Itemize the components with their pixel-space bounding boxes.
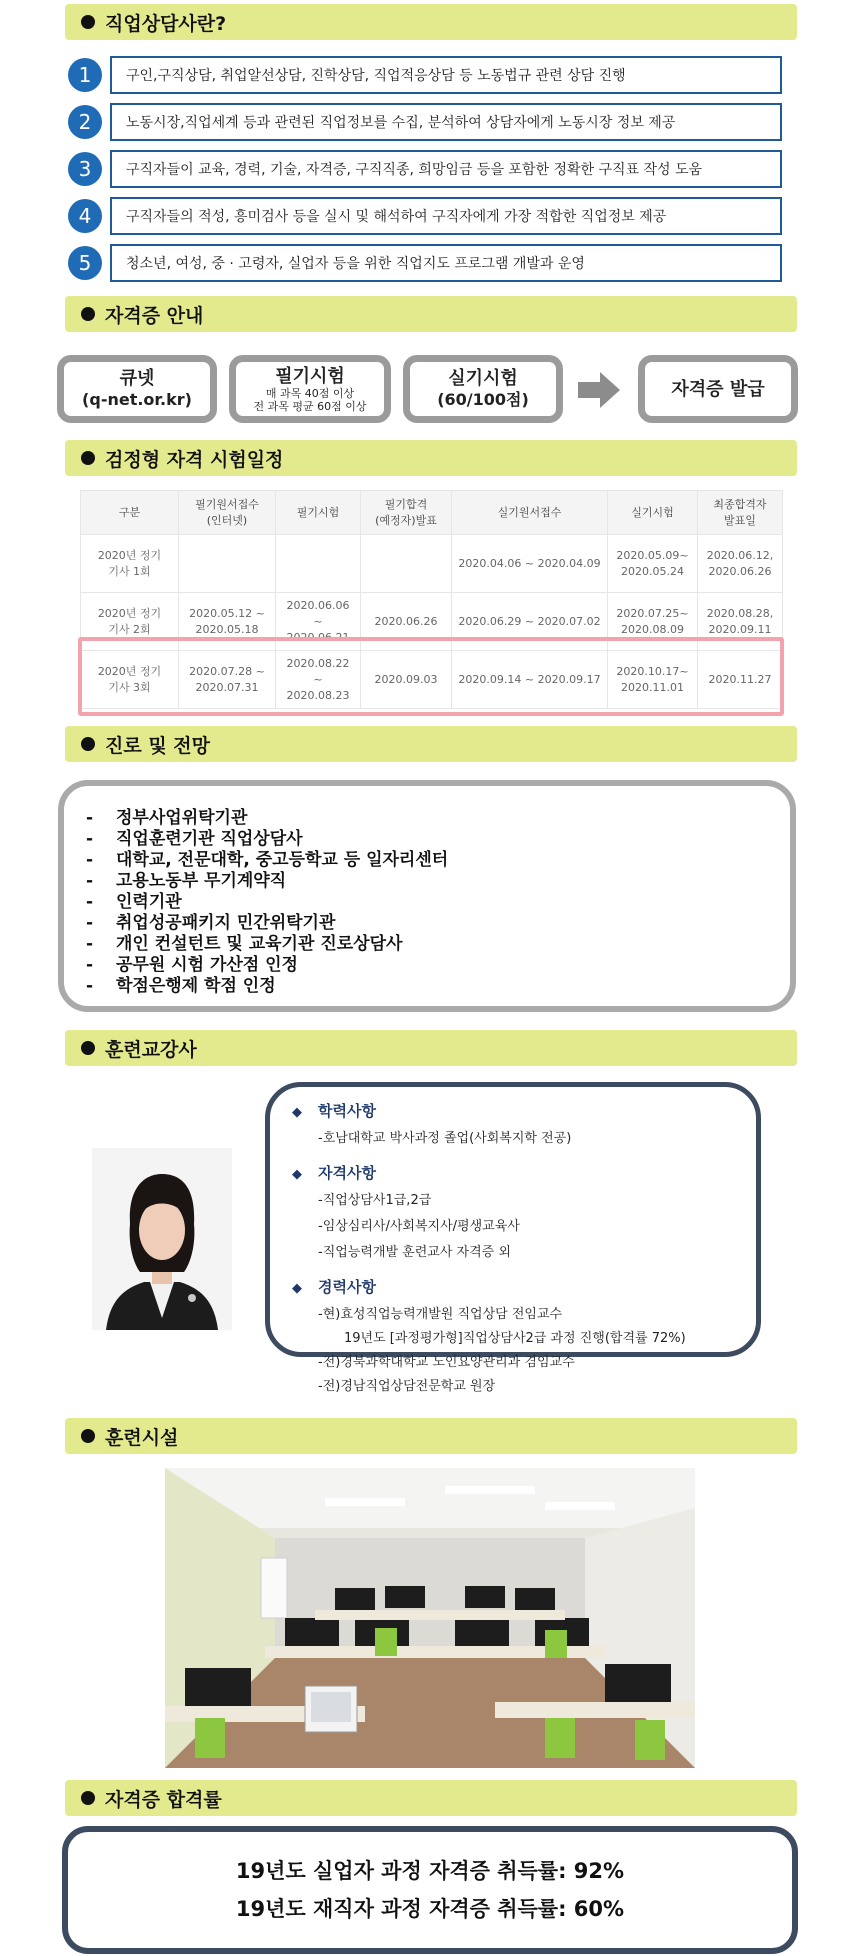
dash-bullet: - [86,850,94,870]
table-cell [276,535,361,593]
cert-step-practical [403,355,563,423]
career-text: 대학교, 전문대학, 중고등학교 등 일자리센터 [116,850,449,870]
table-cell: 2020.11.27 [698,651,783,709]
list-item [86,976,790,997]
pass-rate-line: 19년도 재직자 과정 자격증 취득률: 60% [235,1897,625,1921]
right-arrow-icon [578,370,620,410]
profile-category [292,1163,756,1185]
career-text: 직업훈련기관 직업상담사 [116,829,303,849]
dash-bullet: - [86,934,94,954]
cert-step-title: 자격증 발급 [671,378,765,400]
cert-step-title: 실기시험 [448,368,518,389]
section-header-counselor [65,4,797,40]
table-cell: 2020.08.22 ~ 2020.08.23 [276,651,361,709]
section-title: 훈련시설 [105,1426,179,1449]
table-cell: 2020년 정기 기사 3회 [81,651,179,709]
diamond-icon: ◆ [292,1281,302,1296]
profile-category [292,1277,756,1299]
pass-rate-box [62,1826,798,1954]
duty-text: 구인,구직상담, 취업알선상담, 진학상담, 직업적응상담 등 노동법규 관련 상담 진행 [110,56,782,94]
instructor-photo [92,1148,232,1330]
table-cell: 2020.06.06 ~ 2020.06.21 [276,593,361,651]
career-text: 정부사업위탁기관 [116,808,248,828]
pass-rate-line: 19년도 실업자 과정 자격증 취득률: 92% [235,1859,625,1883]
column-header: 실기원서접수 [452,491,608,535]
number-badge: 2 [68,105,102,139]
list-item [86,913,790,934]
table-cell: 2020.05.12 ~ 2020.05.18 [179,593,276,651]
cert-step-qnet [57,355,217,423]
table-cell: 2020.07.25~ 2020.08.09 [608,593,698,651]
duty-item [68,244,585,282]
cert-step-sub: (60/100점) [437,390,529,409]
table-cell: 2020.09.14 ~ 2020.09.17 [452,651,608,709]
number-badge: 3 [68,152,102,186]
cert-step-issue [638,355,798,423]
cert-step-note: 매 과목 40점 이상 [265,386,355,400]
section-title: 검정형 자격 시험일정 [105,448,284,471]
section-title: 자격증 합격률 [105,1788,222,1811]
career-text: 취업성공패키지 민간위탁기관 [116,913,336,933]
diamond-icon: ◆ [292,1105,302,1120]
dash-bullet: - [86,808,94,828]
cert-step-sub: (q-net.or.kr) [82,390,192,409]
section-header-pass-rate [65,1780,797,1816]
career-text: 학점은행제 학점 인정 [116,976,276,996]
duty-item [68,197,667,235]
duty-text: 청소년, 여성, 중 · 고령자, 실업자 등을 위한 직업지도 프로그램 개발과 운영 [110,244,782,282]
career-text: 인력기관 [116,892,182,912]
section-header-facility [65,1418,797,1454]
table-cell: 2020.07.28 ~ 2020.07.31 [179,651,276,709]
table-cell: 2020.04.06 ~ 2020.04.09 [452,535,608,593]
column-header: 필기원서접수 (인터넷) [179,491,276,535]
profile-line: -전)경남직업상담전문학교 원장 [318,1379,496,1394]
bullet-dot-icon [81,451,95,465]
bullet-dot-icon [81,737,95,751]
cert-step-written [229,355,391,423]
cert-step-note: 전 과목 평균 60점 이상 [253,399,367,413]
highlight-box [78,637,784,716]
category-title: 학력사항 [318,1102,376,1120]
duty-item [68,103,676,141]
duty-item [68,150,703,188]
section-title: 진로 및 전망 [105,734,210,757]
section-header-schedule [65,440,797,476]
table-cell: 2020.10.17~ 2020.11.01 [608,651,698,709]
classroom-photo [165,1468,695,1768]
list-item [86,829,790,850]
table-cell [179,535,276,593]
profile-line: -직업상담사1급,2급 [318,1193,432,1208]
list-item [86,808,790,829]
category-title: 자격사항 [318,1164,376,1182]
bullet-dot-icon [81,1041,95,1055]
section-header-career [65,726,797,762]
column-header: 구분 [81,491,179,535]
table-cell: 2020.06.12, 2020.06.26 [698,535,783,593]
list-item [86,892,790,913]
section-header-cert-guide [65,296,797,332]
category-title: 경력사항 [318,1278,376,1296]
diamond-icon: ◆ [292,1167,302,1182]
cert-step-title: 필기시험 [275,365,345,387]
section-title: 직업상담사란? [105,12,227,35]
cert-step-title: 큐넷 [119,368,155,389]
profile-category [292,1101,756,1123]
career-text: 공무원 시험 가산점 인정 [116,955,298,975]
column-header: 필기시험 [276,491,361,535]
number-badge: 1 [68,58,102,92]
dash-bullet: - [86,892,94,912]
list-item [86,955,790,976]
bullet-dot-icon [81,1429,95,1443]
dash-bullet: - [86,955,94,975]
bullet-dot-icon [81,307,95,321]
duty-text: 구직자들이 교육, 경력, 기술, 자격증, 구직직종, 희망임금 등을 포함한 정확한 구직표 작성 도움 [110,150,782,188]
table-cell: 2020.09.03 [361,651,452,709]
duty-text: 구직자들의 적성, 흥미검사 등을 실시 및 해석하여 구직자에게 가장 적합한 직업정보 제공 [110,197,782,235]
profile-line: -임상심리사/사회복지사/평생교육사 [318,1219,520,1234]
profile-line: 19년도 [과정평가형]직업상담사2급 과정 진행(합격률 72%) [344,1331,686,1346]
profile-line: -현)효성직업능력개발원 직업상담 전임교수 [318,1307,563,1322]
table-cell [361,535,452,593]
column-header: 최종합격자 발표일 [698,491,783,535]
table-cell: 2020.08.28, 2020.09.11 [698,593,783,651]
bullet-dot-icon [81,15,95,29]
list-item [86,850,790,871]
number-badge: 4 [68,199,102,233]
table-cell: 2020.05.09~ 2020.05.24 [608,535,698,593]
table-cell: 2020년 정기 기사 1회 [81,535,179,593]
table-header-row [81,491,783,535]
duty-text: 노동시장,직업세계 등과 관련된 직업정보를 수집, 분석하여 상담자에게 노동시장 정보 제공 [110,103,782,141]
dash-bullet: - [86,913,94,933]
column-header: 필기합격 (예정자)발표 [361,491,452,535]
table-cell: 2020년 정기 기사 2회 [81,593,179,651]
instructor-profile [265,1082,761,1394]
dash-bullet: - [86,976,94,996]
table-row [81,535,783,593]
section-title: 자격증 안내 [105,304,204,327]
career-text: 고용노동부 무기계약직 [116,871,287,891]
profile-line: -전)경북과학대학교 노인요양관리과 겸임교수 [318,1355,575,1370]
section-header-instructor [65,1030,797,1066]
profile-line: -호남대학교 박사과정 졸업(사회복지학 전공) [318,1131,572,1146]
table-cell: 2020.06.29 ~ 2020.07.02 [452,593,608,651]
table-cell: 2020.06.26 [361,593,452,651]
dash-bullet: - [86,871,94,891]
section-title: 훈련교강사 [105,1038,197,1061]
list-item [86,934,790,955]
duty-item [68,56,626,94]
dash-bullet: - [86,829,94,849]
number-badge: 5 [68,246,102,280]
career-text: 개인 컨설턴트 및 교육기관 진로상담사 [116,934,403,954]
career-list [58,780,796,1012]
profile-line: -직업능력개발 훈련교사 자격증 외 [318,1245,511,1260]
bullet-dot-icon [81,1791,95,1805]
list-item [86,871,790,892]
column-header: 실기시험 [608,491,698,535]
